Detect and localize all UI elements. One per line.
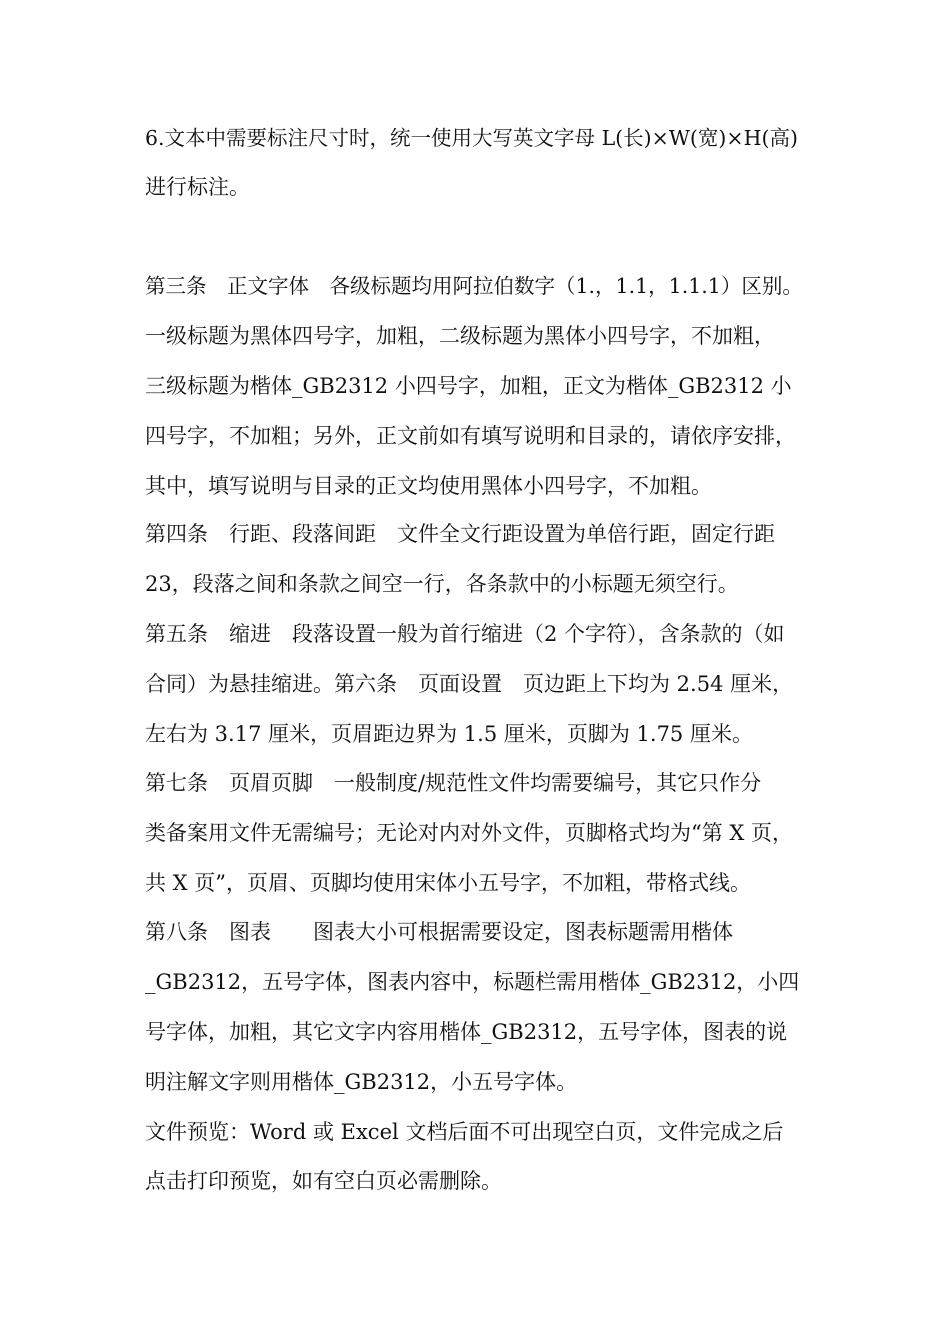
text-line: 文件预览：Word 或 Excel 文档后面不可出现空白页，文件完成之后 (145, 1120, 784, 1144)
text-line: 23，段落之间和条款之间空一行，各条款中的小标题无须空行。 (145, 572, 739, 596)
text-line: 三级标题为楷体_GB2312 小四号字，加粗，正文为楷体_GB2312 小 (145, 374, 792, 398)
text-line: 其中，填写说明与目录的正文均使用黑体小四号字，不加粗。 (145, 474, 712, 498)
text-line: 第三条 正文字体 各级标题均用阿拉伯数字（1.，1.1，1.1.1）区别。 (145, 274, 803, 298)
text-line: 第五条 缩进 段落设置一般为首行缩进（2 个字符），含条款的（如 (145, 622, 785, 646)
text-line: 点击打印预览，如有空白页必需删除。 (145, 1169, 502, 1193)
text-line: 第七条 页眉页脚 一般制度/规范性文件均需要编号，其它只作分 (145, 771, 762, 795)
text-line: _GB2312，五号字体，图表内容中，标题栏需用楷体_GB2312，小四 (145, 970, 800, 994)
text-line: 6.文本中需要标注尺寸时，统一使用大写英文字母 L(长)×W(宽)×H(高) (145, 126, 798, 150)
text-line: 四号字，不加粗；另外，正文前如有填写说明和目录的，请依序安排， (145, 424, 796, 448)
text-line: 进行标注。 (145, 175, 250, 199)
text-line: 类备案用文件无需编号；无论对内对外文件，页脚格式均为“第 X 页， (145, 821, 794, 845)
text-line: 左右为 3.17 厘米，页眉距边界为 1.5 厘米，页脚为 1.75 厘米。 (145, 722, 753, 746)
text-line: 明注解文字则用楷体_GB2312，小五号字体。 (145, 1070, 578, 1094)
text-line: 一级标题为黑体四号字，加粗，二级标题为黑体小四号字，不加粗， (145, 324, 775, 348)
text-line: 第八条 图表 图表大小可根据需要设定，图表标题需用楷体 (145, 920, 733, 944)
text-line: 共 X 页”，页眉、页脚均使用宋体小五号字，不加粗，带格式线。 (145, 871, 752, 895)
text-line: 合同）为悬挂缩进。第六条 页面设置 页边距上下均为 2.54 厘米， (145, 672, 794, 696)
text-line: 号字体，加粗，其它文字内容用楷体_GB2312，五号字体，图表的说 (145, 1020, 788, 1044)
text-line: 第四条 行距、段落间距 文件全文行距设置为单倍行距，固定行距 (145, 522, 775, 546)
